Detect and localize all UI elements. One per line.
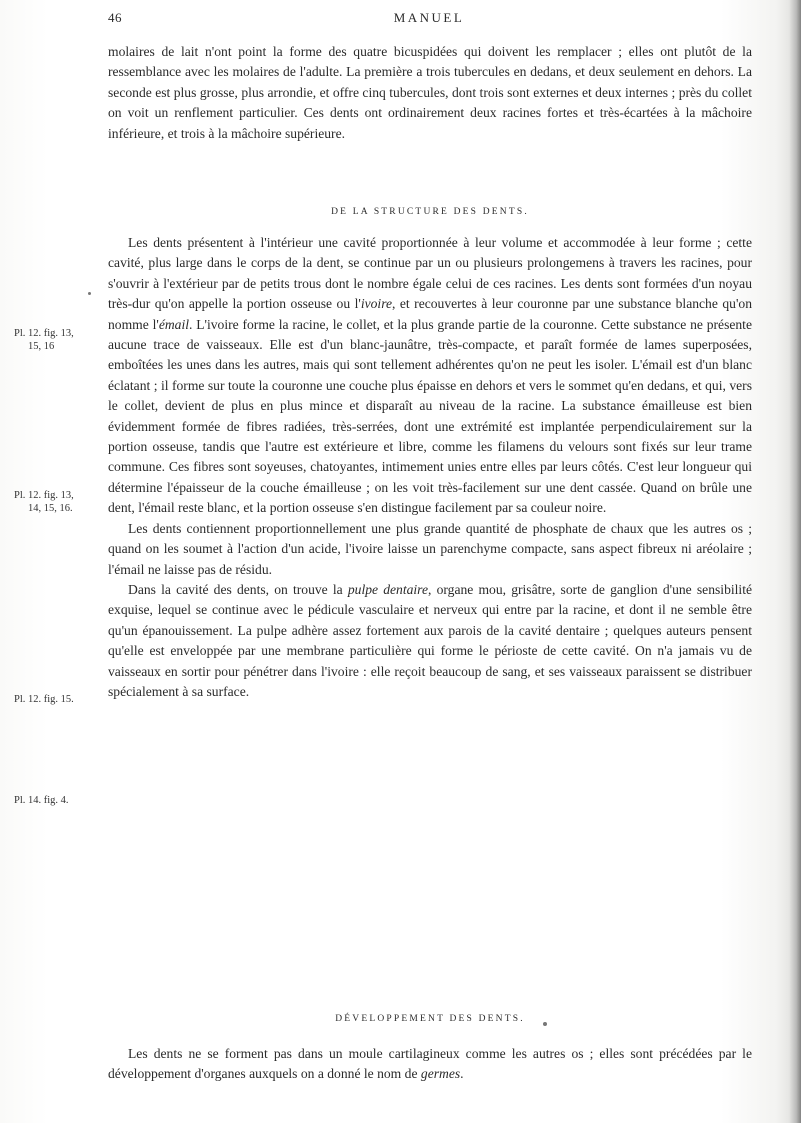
development-paragraph xyxy=(108,1044,752,1085)
margin-note-1-line-1: Pl. 12. fig. 13, xyxy=(14,328,74,339)
margin-note-plate-12-fig-13-b xyxy=(14,489,106,515)
structure-paragraph-1-part-a: Les dents présentent à l'intérieur une cavité proportionnée à leur volume et accommodée à leur forme ; cette cavité, plus large dans le corps de la dent, se continue par un ou plusieurs prolongemens à travers les racines, pour s'ouvrir à l'extérieur par de petits trous dont le nombre égale celui de ces racines. Les dents sont formées d'un noyau très-dur qu'on appelle la portion osseuse ou l' xyxy=(108,235,752,312)
margin-note-2-line-1: Pl. 12. fig. 13, xyxy=(14,490,74,501)
structure-paragraph-1-part-c: . L'ivoire forme la racine, le collet, et la plus grande partie de la couronne. Cette substance ne présente aucune trace de vaisseaux. Elle est d'un blanc-jaunâtre, très-compacte, et paraît formée de lames superposées, emboîtées les unes dans les autres, mais qui sont tellement adhérentes qu'on ne peut les isoler. L'émail est d'un blanc éclatant ; il forme sur toute la couronne une couche plus épaisse en dehors et vers le sommet qu'en dedans, et qui, vers le collet, devient de plus en plus mince et disparaît au niveau de la racine. La substance émailleuse est bien évidemment formée de fibres radiées, très-serrées, dont une extrémité est implantée perpendiculairement sur la portion osseuse, tandis que l'autre est extérieure et libre, comme les filamens du velours sont fixés sur leur trame commune. Ces fibres sont soyeuses, chatoyantes, intimement unies entre elles par leurs côtés. C'est leur longueur qui détermine l'épaisseur de la couche émailleuse ; on les voit très-facilement sur une dent cassée. Quand on brûle une dent, l'émail reste blanc, et la portion osseuse s'en distingue facilement par sa couleur noire. xyxy=(108,316,752,516)
margin-note-plate-14-fig-4: Pl. 14. fig. 4. xyxy=(14,795,69,806)
intro-paragraph: molaires de lait n'ont point la forme des quatre bicuspidées qui doivent les remplacer ; elles ont plutôt de la ressemblance avec les molaires de l'adulte. La première a trois tubercules en dedans, et deux seulement en dehors. La seconde est plus grosse, plus arrondie, et offre cinq tubercules, dont trois sont externes et deux internes ; près du collet on voit un renflement particulier. Ces dents ont ordinairement deux racines fortes et très-écartées à la mâchoire inférieure, et trois à la mâchoire supérieure. xyxy=(108,44,752,141)
margin-note-plate-12-fig-15: Pl. 12. fig. 15. xyxy=(14,694,74,705)
section-heading-development: DÉVELOPPEMENT DES DENTS. xyxy=(335,1014,525,1024)
structure-paragraph-3-part-a: Dans la cavité des dents, on trouve la xyxy=(128,581,348,597)
section-heading-structure: DE LA STRUCTURE DES DENTS. xyxy=(331,207,529,217)
term-germes: germes xyxy=(420,1066,461,1082)
structure-paragraph-1 xyxy=(108,233,752,519)
development-paragraph-part-b: . xyxy=(460,1066,464,1082)
term-email: émail xyxy=(158,316,190,332)
structure-section xyxy=(108,233,752,702)
page-edge-shadow xyxy=(789,0,801,1123)
running-title: MANUEL xyxy=(393,10,465,25)
term-pulpe-dentaire: pulpe dentaire xyxy=(347,581,429,597)
structure-paragraph-2: Les dents contiennent proportionnellement une plus grande quantité de phosphate de chaux que les autres os ; quand on les soumet à l'action d'un acide, l'ivoire laisse un parenchyme compacte, sans aspect fibreux ni aréolaire ; l'émail ne laisse pas de résidu. xyxy=(108,520,752,577)
structure-paragraph-3-part-b: , organe mou, grisâtre, sorte de ganglion d'une sensibilité exquise, lequel se continue avec le pédicule vasculaire et nerveux qui entre par la racine, et dont il ne semble être qu'un épanouissement. La pulpe adhère assez fortement aux parois de la cavité dentaire ; quelques auteurs pensent qu'elle est enveloppée par une membrane particulière qui forme le périoste de cette cavité. On n'a jamais vu de vaisseaux en sortir pour pénétrer dans l'ivoire : elle reçoit beaucoup de sang, et ses vaisseaux paraissent se distribuer spécialement à sa surface. xyxy=(108,581,753,699)
ink-speck xyxy=(88,292,91,295)
margin-note-plate-12-fig-13-a xyxy=(14,327,106,353)
margin-note-1-line-2: 15, 16 xyxy=(28,341,55,352)
development-paragraph-part-a: Les dents ne se forment pas dans un moule cartilagineux comme les autres os ; elles sont précédées par le développement d'organes auxquels on a donné le nom de xyxy=(108,1046,752,1082)
intro-paragraph-block xyxy=(108,42,752,144)
margin-note-2-line-2: 14, 15, 16. xyxy=(28,503,73,514)
page-header xyxy=(108,10,750,30)
structure-paragraph-1-part-b: , et recouvertes à leur couronne par une substance blanche qu'on nomme l' xyxy=(108,296,752,332)
page-number: 46 xyxy=(108,10,122,25)
structure-paragraph-3 xyxy=(108,580,752,702)
development-section xyxy=(108,1044,752,1085)
term-ivoire: ivoire xyxy=(360,296,393,312)
ink-speck xyxy=(543,1022,547,1026)
